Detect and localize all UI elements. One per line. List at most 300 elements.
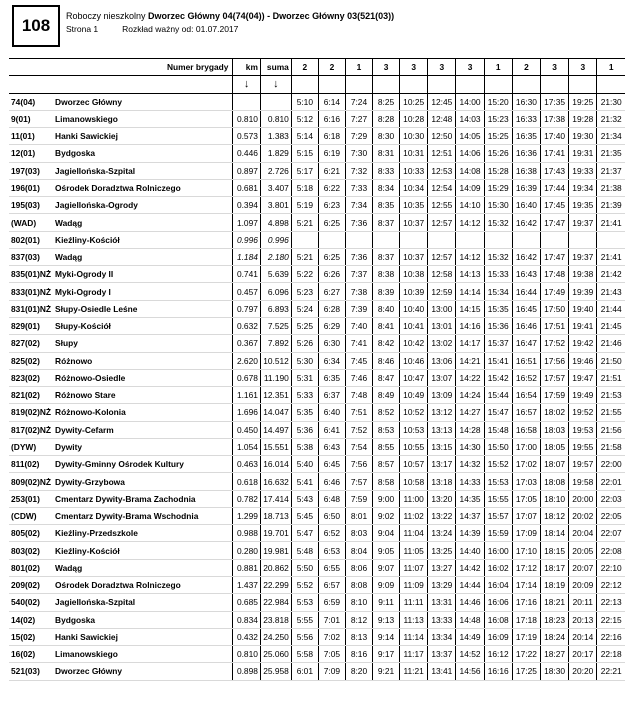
departure-time: 11:14 (400, 628, 428, 645)
departure-time: 10:55 (400, 438, 428, 455)
route-direction: Dworzec Główny 04(74(04)) - Dworzec Główny 03(521(03)) (148, 11, 395, 21)
departure-time: 13:06 (428, 352, 456, 369)
departure-time: 7:46 (345, 369, 372, 386)
stop-name: Różnowo-Osiedle (53, 369, 233, 386)
departure-time: 17:50 (541, 300, 569, 317)
departure-time: 17:25 (512, 663, 540, 680)
departure-time: 15:57 (484, 507, 512, 524)
stop-name: Bydgoska (53, 145, 233, 162)
cumulative-km: 25.060 (260, 646, 291, 663)
departure-time: 20:20 (569, 663, 597, 680)
departure-time: 14:30 (456, 438, 484, 455)
departure-time: 14:16 (456, 317, 484, 334)
departure-time: 17:59 (541, 387, 569, 404)
departure-time: 19:53 (569, 421, 597, 438)
segment-km: 0.450 (233, 421, 261, 438)
departure-time (456, 231, 484, 248)
stop-id: 197(03) (9, 162, 53, 179)
departure-time: 11:13 (400, 611, 428, 628)
departure-time: 6:27 (318, 283, 345, 300)
departure-time: 14:14 (456, 283, 484, 300)
stop-id: 825(02) (9, 352, 53, 369)
departure-time: 11:17 (400, 646, 428, 663)
departure-time: 14:44 (456, 576, 484, 593)
stop-name: Limanowskiego (53, 646, 233, 663)
departure-time: 6:30 (318, 335, 345, 352)
departure-time: 13:00 (428, 300, 456, 317)
segment-km: 0.367 (233, 335, 261, 352)
stop-id: 15(02) (9, 628, 53, 645)
departure-time: 16:47 (512, 335, 540, 352)
departure-time: 17:52 (541, 335, 569, 352)
departure-time: 6:40 (318, 404, 345, 421)
departure-time: 5:50 (291, 559, 318, 576)
table-row (9, 387, 625, 404)
brigade-number: 3 (541, 59, 569, 76)
departure-time: 14:12 (456, 248, 484, 265)
departure-time: 17:44 (541, 179, 569, 196)
departure-time: 6:57 (318, 576, 345, 593)
table-row (9, 128, 625, 145)
cumulative-km: 1.383 (260, 128, 291, 145)
departure-time: 21:51 (597, 369, 625, 386)
departure-time: 16:36 (512, 145, 540, 162)
departure-time: 10:37 (400, 248, 428, 265)
departure-time: 19:25 (569, 93, 597, 110)
departure-time: 7:39 (345, 300, 372, 317)
stop-id: 74(04) (9, 93, 53, 110)
departure-time: 19:49 (569, 387, 597, 404)
departure-time: 21:39 (597, 197, 625, 214)
table-row (9, 490, 625, 507)
departure-time: 19:37 (569, 214, 597, 231)
departure-time: 11:05 (400, 542, 428, 559)
departure-time: 8:38 (373, 266, 400, 283)
departure-time: 15:44 (484, 387, 512, 404)
segment-km: 0.996 (233, 231, 261, 248)
table-row (9, 559, 625, 576)
departure-time: 13:27 (428, 559, 456, 576)
departure-time: 21:55 (597, 404, 625, 421)
departure-time: 15:41 (484, 352, 512, 369)
departure-time: 19:55 (569, 438, 597, 455)
segment-km: 0.681 (233, 179, 261, 196)
cumulative-km: 15.551 (260, 438, 291, 455)
departure-time: 14:42 (456, 559, 484, 576)
departure-time (345, 231, 372, 248)
stop-name: Dywity-Gminny Ośrodek Kultury (53, 456, 233, 473)
departure-time: 15:36 (484, 317, 512, 334)
cumulative-km: 20.862 (260, 559, 291, 576)
departure-time: 5:40 (291, 456, 318, 473)
departure-time: 7:27 (345, 110, 372, 127)
brigade-number: 1 (484, 59, 512, 76)
departure-time: 20:17 (569, 646, 597, 663)
departure-time: 22:21 (597, 663, 625, 680)
departure-time: 19:33 (569, 162, 597, 179)
departure-time: 14:09 (456, 179, 484, 196)
stop-id: 9(01) (9, 110, 53, 127)
departure-time: 18:08 (541, 473, 569, 490)
stop-id: 835(01)NŻ (9, 266, 53, 283)
stop-name: Różnowo (53, 352, 233, 369)
stop-name: Hanki Sawickiej (53, 628, 233, 645)
stop-name: Myki-Ogrody II (53, 266, 233, 283)
departure-time: 10:57 (400, 456, 428, 473)
departure-time: 13:13 (428, 421, 456, 438)
departure-time: 8:37 (373, 248, 400, 265)
cumulative-km: 3.407 (260, 179, 291, 196)
stop-name: Dywity-Grzybowa (53, 473, 233, 490)
departure-time: 17:40 (541, 128, 569, 145)
departure-time: 14:17 (456, 335, 484, 352)
brigade-number: 1 (597, 59, 625, 76)
departure-time: 14:00 (456, 93, 484, 110)
departure-time: 16:54 (512, 387, 540, 404)
on-demand-marker: NŻ (39, 424, 52, 435)
segment-km: 1.184 (233, 248, 261, 265)
departure-time: 22:03 (597, 490, 625, 507)
departure-time (597, 231, 625, 248)
departure-time: 22:13 (597, 594, 625, 611)
header-id-cell (9, 59, 53, 76)
departure-time: 5:25 (291, 317, 318, 334)
departure-time: 9:00 (373, 490, 400, 507)
departure-time: 15:42 (484, 369, 512, 386)
departure-time: 10:58 (400, 473, 428, 490)
departure-time: 14:46 (456, 594, 484, 611)
route-number: 108 (12, 5, 60, 47)
table-row (9, 248, 625, 265)
departure-time: 17:14 (512, 576, 540, 593)
departure-time: 14:21 (456, 352, 484, 369)
departure-time: 13:01 (428, 317, 456, 334)
departure-time: 8:39 (373, 283, 400, 300)
departure-time: 8:13 (345, 628, 372, 645)
departure-time: 8:37 (373, 214, 400, 231)
departure-time: 9:14 (373, 628, 400, 645)
stop-id: 811(02) (9, 456, 53, 473)
departure-time: 17:03 (512, 473, 540, 490)
departure-time: 5:31 (291, 369, 318, 386)
departure-time: 6:53 (318, 542, 345, 559)
departure-time: 6:28 (318, 300, 345, 317)
departure-time (400, 231, 428, 248)
table-row (9, 300, 625, 317)
departure-time: 17:47 (541, 214, 569, 231)
departure-time: 7:51 (345, 404, 372, 421)
stop-id: 805(02) (9, 525, 53, 542)
departure-time: 6:23 (318, 197, 345, 214)
departure-time: 7:32 (345, 162, 372, 179)
departure-time: 10:42 (400, 335, 428, 352)
departure-time: 7:52 (345, 421, 372, 438)
departure-time: 17:16 (512, 594, 540, 611)
departure-time: 12:51 (428, 145, 456, 162)
departure-time: 13:15 (428, 438, 456, 455)
cumulative-km: 23.818 (260, 611, 291, 628)
departure-time: 22:07 (597, 525, 625, 542)
stop-name: Dworzec Główny (53, 93, 233, 110)
departure-time: 9:09 (373, 576, 400, 593)
departure-time: 17:05 (512, 490, 540, 507)
departure-time: 18:10 (541, 490, 569, 507)
departure-time: 21:45 (597, 317, 625, 334)
departure-time: 8:33 (373, 162, 400, 179)
table-row (9, 352, 625, 369)
cumulative-km: 16.014 (260, 456, 291, 473)
km-header: km (233, 59, 261, 76)
stop-name: Wadąg (53, 559, 233, 576)
departure-time (541, 231, 569, 248)
departure-time: 16:12 (484, 646, 512, 663)
segment-km: 0.810 (233, 110, 261, 127)
departure-time: 5:10 (291, 93, 318, 110)
stop-id: 837(03) (9, 248, 53, 265)
segment-km: 0.897 (233, 162, 261, 179)
departure-time: 7:02 (318, 628, 345, 645)
stop-name: Myki-Ogrody I (53, 283, 233, 300)
departure-time: 16:00 (484, 542, 512, 559)
valid-from: Rozkład ważny od: 01.07.2017 (122, 24, 239, 34)
departure-time: 10:28 (400, 110, 428, 127)
cumulative-km: 14.497 (260, 421, 291, 438)
departure-time: 5:26 (291, 335, 318, 352)
table-row (9, 663, 625, 680)
departure-time: 5:58 (291, 646, 318, 663)
departure-time: 14:56 (456, 663, 484, 680)
departure-time: 14:40 (456, 542, 484, 559)
table-row (9, 576, 625, 593)
departure-time: 13:31 (428, 594, 456, 611)
departure-time: 8:47 (373, 369, 400, 386)
departure-time: 5:52 (291, 576, 318, 593)
stop-id: 823(02) (9, 369, 53, 386)
table-row (9, 110, 625, 127)
segment-km: 0.463 (233, 456, 261, 473)
departure-time: 6:55 (318, 559, 345, 576)
stop-name: Słupy (53, 335, 233, 352)
departure-time: 5:19 (291, 197, 318, 214)
departure-time: 14:22 (456, 369, 484, 386)
departure-time: 9:17 (373, 646, 400, 663)
departure-time: 10:25 (400, 93, 428, 110)
departure-time: 13:22 (428, 507, 456, 524)
departure-time: 16:04 (484, 576, 512, 593)
segment-km: 0.685 (233, 594, 261, 611)
departure-time: 21:44 (597, 300, 625, 317)
stop-id: 803(02) (9, 542, 53, 559)
stop-name: Dworzec Główny (53, 663, 233, 680)
departure-time: 10:46 (400, 352, 428, 369)
departure-time: 5:47 (291, 525, 318, 542)
departure-time: 21:30 (597, 93, 625, 110)
departure-time: 13:09 (428, 387, 456, 404)
departure-time (484, 231, 512, 248)
departure-time: 6:43 (318, 438, 345, 455)
departure-time: 7:36 (345, 214, 372, 231)
departure-time: 19:31 (569, 145, 597, 162)
departure-time: 5:33 (291, 387, 318, 404)
departure-time: 21:42 (597, 266, 625, 283)
cumulative-km: 4.898 (260, 214, 291, 231)
departure-time: 16:02 (484, 559, 512, 576)
departure-time: 16:51 (512, 352, 540, 369)
stop-name: Różnowo Stare (53, 387, 233, 404)
segment-km: 1.161 (233, 387, 261, 404)
table-row (9, 283, 625, 300)
stop-id: 833(01)NŻ (9, 283, 53, 300)
departure-time: 13:29 (428, 576, 456, 593)
departure-time: 16:08 (484, 611, 512, 628)
brigade-number: 3 (400, 59, 428, 76)
departure-time: 22:12 (597, 576, 625, 593)
departure-time: 18:17 (541, 559, 569, 576)
departure-time: 8:06 (345, 559, 372, 576)
cumulative-km: 2.180 (260, 248, 291, 265)
cumulative-km: 19.981 (260, 542, 291, 559)
departure-time: 22:10 (597, 559, 625, 576)
stop-name: Kieźliny-Kościół (53, 231, 233, 248)
departure-time: 6:01 (291, 663, 318, 680)
departure-time: 20:05 (569, 542, 597, 559)
departure-time: 6:48 (318, 490, 345, 507)
segment-km: 1.299 (233, 507, 261, 524)
stop-name: Wadąg (53, 248, 233, 265)
departure-time: 12:57 (428, 248, 456, 265)
departure-time: 6:16 (318, 110, 345, 127)
departure-time: 14:15 (456, 300, 484, 317)
departure-time: 22:00 (597, 456, 625, 473)
departure-time: 8:57 (373, 456, 400, 473)
departure-time: 14:06 (456, 145, 484, 162)
departure-time: 18:12 (541, 507, 569, 524)
departure-time: 9:05 (373, 542, 400, 559)
departure-time: 12:48 (428, 110, 456, 127)
departure-time: 17:47 (541, 248, 569, 265)
stop-id: 802(01) (9, 231, 53, 248)
cumulative-km: 1.829 (260, 145, 291, 162)
departure-time: 18:19 (541, 576, 569, 593)
departure-time: 8:49 (373, 387, 400, 404)
departure-time: 8:20 (345, 663, 372, 680)
departure-time: 16:40 (512, 197, 540, 214)
departure-time: 16:43 (512, 266, 540, 283)
cumulative-km: 10.512 (260, 352, 291, 369)
cumulative-km: 6.096 (260, 283, 291, 300)
departure-time: 14:12 (456, 214, 484, 231)
table-row (9, 317, 625, 334)
departure-time: 7:09 (318, 663, 345, 680)
departure-time: 8:52 (373, 404, 400, 421)
departure-time: 7:48 (345, 387, 372, 404)
departure-time: 13:34 (428, 628, 456, 645)
departure-time (318, 231, 345, 248)
departure-time: 15:50 (484, 438, 512, 455)
brigade-label: Numer brygady (53, 59, 233, 76)
departure-time: 7:29 (345, 128, 372, 145)
table-row (9, 421, 625, 438)
departure-time: 19:35 (569, 197, 597, 214)
table-row (9, 594, 625, 611)
cumulative-km: 16.632 (260, 473, 291, 490)
departure-time: 6:19 (318, 145, 345, 162)
departure-time: 16:35 (512, 128, 540, 145)
departure-time: 13:12 (428, 404, 456, 421)
segment-km: 1.054 (233, 438, 261, 455)
departure-time: 19:42 (569, 335, 597, 352)
departure-time: 21:34 (597, 128, 625, 145)
departure-time: 8:34 (373, 179, 400, 196)
departure-time: 13:37 (428, 646, 456, 663)
departure-time: 19:57 (569, 456, 597, 473)
stop-id: 196(01) (9, 179, 53, 196)
departure-time: 5:36 (291, 421, 318, 438)
stop-id: 829(01) (9, 317, 53, 334)
table-row (9, 542, 625, 559)
suma-header: suma (260, 59, 291, 76)
departure-time: 13:25 (428, 542, 456, 559)
departure-time: 5:22 (291, 266, 318, 283)
departure-time: 9:02 (373, 507, 400, 524)
departure-time: 17:56 (541, 352, 569, 369)
departure-time: 5:35 (291, 404, 318, 421)
departure-time: 17:18 (512, 611, 540, 628)
departure-time: 21:58 (597, 438, 625, 455)
stop-name: Ośrodek Doradztwa Rolniczego (53, 576, 233, 593)
departure-time: 22:05 (597, 507, 625, 524)
segment-km: 0.432 (233, 628, 261, 645)
segment-km: 0.810 (233, 646, 261, 663)
stop-id: (DYW) (9, 438, 53, 455)
departure-time: 15:26 (484, 145, 512, 162)
departure-time: 21:50 (597, 352, 625, 369)
stop-id: (CDW) (9, 507, 53, 524)
departure-time: 14:48 (456, 611, 484, 628)
table-row (9, 628, 625, 645)
table-row (9, 197, 625, 214)
departure-time: 5:43 (291, 490, 318, 507)
departure-time: 7:38 (345, 283, 372, 300)
departure-time: 16:09 (484, 628, 512, 645)
stop-name: Dywity (53, 438, 233, 455)
departure-time: 17:35 (541, 93, 569, 110)
departure-time: 16:33 (512, 110, 540, 127)
departure-time: 9:07 (373, 559, 400, 576)
departure-time: 5:55 (291, 611, 318, 628)
segment-km: 0.394 (233, 197, 261, 214)
departure-time: 8:55 (373, 438, 400, 455)
table-row (9, 525, 625, 542)
departure-time: 19:28 (569, 110, 597, 127)
departure-time: 14:39 (456, 525, 484, 542)
brigade-header-row (9, 59, 625, 76)
departure-time: 15:55 (484, 490, 512, 507)
departure-time: 10:35 (400, 197, 428, 214)
departure-time: 8:30 (373, 128, 400, 145)
departure-time: 20:02 (569, 507, 597, 524)
departure-time: 7:54 (345, 438, 372, 455)
table-row (9, 231, 625, 248)
stop-id: 540(02) (9, 594, 53, 611)
departure-time: 5:41 (291, 473, 318, 490)
departure-time: 16:46 (512, 317, 540, 334)
departure-time: 8:42 (373, 335, 400, 352)
cumulative-km: 22.299 (260, 576, 291, 593)
stop-id: 253(01) (9, 490, 53, 507)
departure-time: 12:57 (428, 214, 456, 231)
departure-time: 8:58 (373, 473, 400, 490)
